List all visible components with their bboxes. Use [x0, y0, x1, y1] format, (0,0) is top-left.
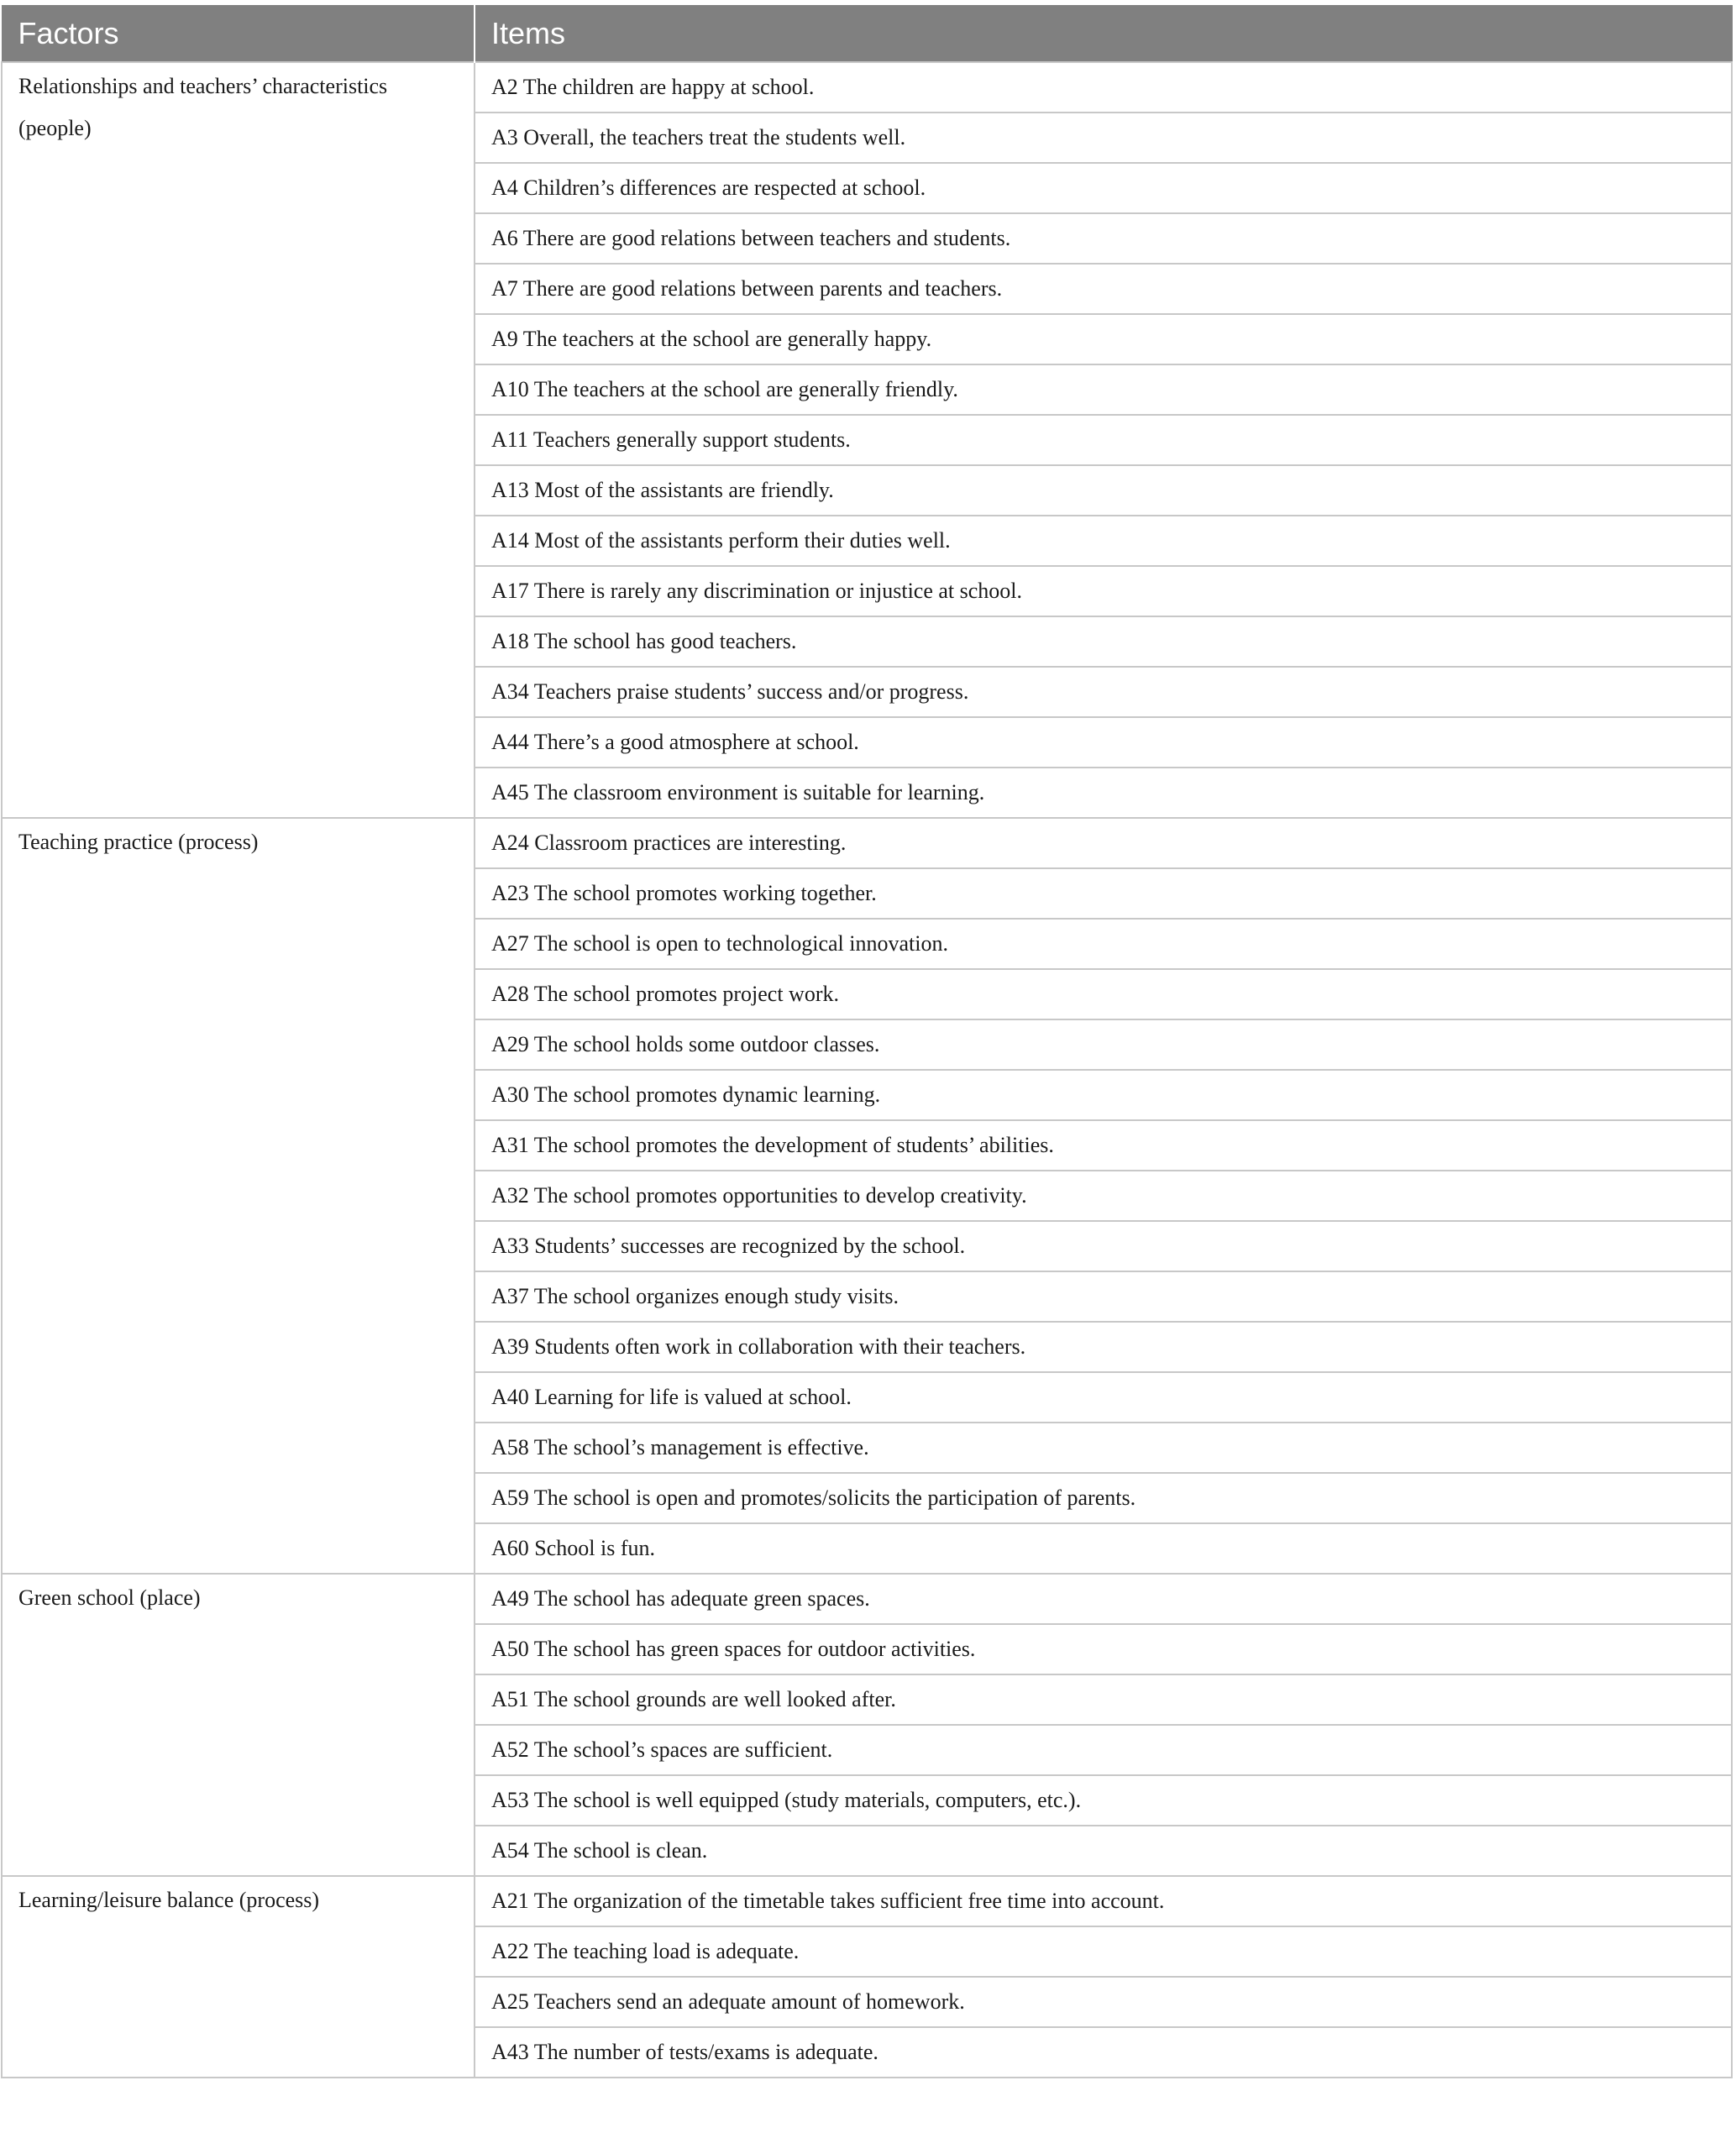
item-cell: A59 The school is open and promotes/solicits the participation of parents.: [475, 1473, 1732, 1523]
item-cell: A43 The number of tests/exams is adequate.: [475, 2027, 1732, 2078]
table-row: [2, 1876, 1732, 1926]
factor-cell: [2, 1574, 475, 1876]
factor-cell: [2, 1876, 475, 2078]
item-cell: A33 Students’ successes are recognized by the school.: [475, 1221, 1732, 1271]
factors-items-table: [1, 5, 1733, 2078]
item-cell: A28 The school promotes project work.: [475, 969, 1732, 1019]
item-cell: A34 Teachers praise students’ success and/or progress.: [475, 667, 1732, 717]
item-cell: A31 The school promotes the development of students’ abilities.: [475, 1120, 1732, 1171]
item-cell: A44 There’s a good atmosphere at school.: [475, 717, 1732, 768]
item-cell: A60 School is fun.: [475, 1523, 1732, 1574]
item-cell: A58 The school’s management is effective.: [475, 1423, 1732, 1473]
factors-column-header: Factors: [2, 6, 475, 63]
item-cell: A25 Teachers send an adequate amount of homework.: [475, 1977, 1732, 2027]
table-body: [2, 62, 1732, 2078]
item-cell: A27 The school is open to technological innovation.: [475, 919, 1732, 969]
item-cell: A21 The organization of the timetable takes sufficient free time into account.: [475, 1876, 1732, 1926]
item-cell: A17 There is rarely any discrimination or injustice at school.: [475, 566, 1732, 616]
factor-label: Learning/leisure balance (process): [18, 1888, 320, 1912]
table-row: [2, 818, 1732, 868]
item-cell: A13 Most of the assistants are friendly.: [475, 465, 1732, 516]
item-cell: A29 The school holds some outdoor classes.: [475, 1019, 1732, 1070]
table-row: [2, 1574, 1732, 1624]
factor-label: Green school (place): [18, 1585, 201, 1610]
item-cell: A51 The school grounds are well looked after.: [475, 1674, 1732, 1725]
item-cell: A9 The teachers at the school are generally happy.: [475, 314, 1732, 364]
factor-label: Relationships and teachers’ characteristics (people): [18, 74, 388, 140]
item-cell: A39 Students often work in collaboration with their teachers.: [475, 1322, 1732, 1372]
item-cell: A24 Classroom practices are interesting.: [475, 818, 1732, 868]
item-cell: A53 The school is well equipped (study materials, computers, etc.).: [475, 1775, 1732, 1826]
item-cell: A52 The school’s spaces are sufficient.: [475, 1725, 1732, 1775]
item-cell: A23 The school promotes working together.: [475, 868, 1732, 919]
item-cell: A11 Teachers generally support students.: [475, 415, 1732, 465]
item-cell: A49 The school has adequate green spaces.: [475, 1574, 1732, 1624]
factor-label: Teaching practice (process): [18, 830, 259, 854]
items-column-header: Items: [475, 6, 1732, 63]
item-cell: A18 The school has good teachers.: [475, 616, 1732, 667]
factor-cell: [2, 62, 475, 818]
item-cell: A45 The classroom environment is suitable for learning.: [475, 768, 1732, 818]
item-cell: A22 The teaching load is adequate.: [475, 1926, 1732, 1977]
item-cell: A40 Learning for life is valued at school.: [475, 1372, 1732, 1423]
factor-cell: [2, 818, 475, 1574]
item-cell: A50 The school has green spaces for outdoor activities.: [475, 1624, 1732, 1674]
table-row: [2, 62, 1732, 113]
item-cell: A6 There are good relations between teachers and students.: [475, 213, 1732, 264]
item-cell: A4 Children’s differences are respected at school.: [475, 163, 1732, 213]
item-cell: A30 The school promotes dynamic learning.: [475, 1070, 1732, 1120]
item-cell: A10 The teachers at the school are generally friendly.: [475, 364, 1732, 415]
item-cell: A2 The children are happy at school.: [475, 62, 1732, 113]
item-cell: A54 The school is clean.: [475, 1826, 1732, 1876]
item-cell: A37 The school organizes enough study visits.: [475, 1271, 1732, 1322]
header-row: [2, 6, 1732, 63]
table-header: [2, 6, 1732, 63]
item-cell: A3 Overall, the teachers treat the students well.: [475, 113, 1732, 163]
item-cell: A14 Most of the assistants perform their duties well.: [475, 516, 1732, 566]
item-cell: A7 There are good relations between parents and teachers.: [475, 264, 1732, 314]
item-cell: A32 The school promotes opportunities to develop creativity.: [475, 1171, 1732, 1221]
